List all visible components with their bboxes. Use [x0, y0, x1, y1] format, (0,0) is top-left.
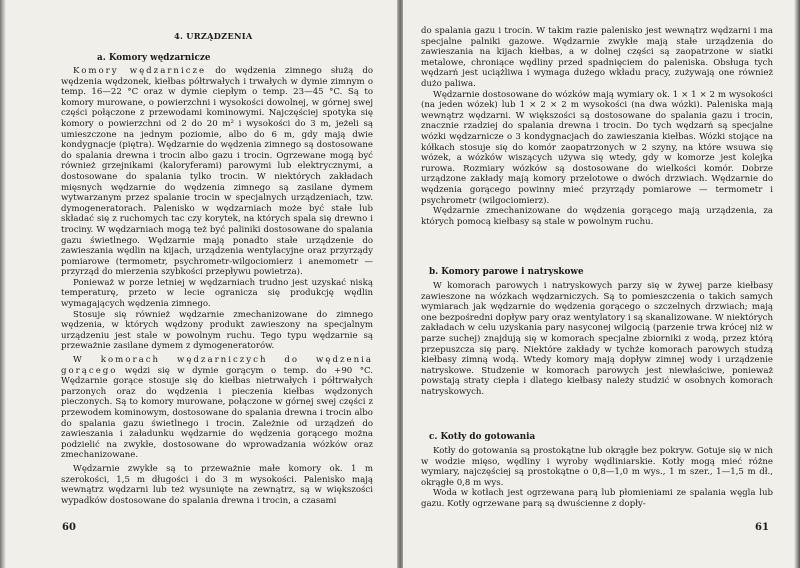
paragraph-text: wędzi się w dymie gorącym o temp. do +90 °C. Wędzarnie gorące stosuje się do kiełbas nietrwałych i półtrwałych parzonych oraz do wędzenia i pieczenia kiełbas wędzonych pieczonych. Są to komory murowane, połączone w górnej swej części z przewodem kominowym, dostosowane do spalania drewna i trocin albo do spalania gazu świetlnego i trocin. Zależnie od urządzeń do zawieszania i załadunku wędzarnie do wędzenia gorącego można podzielić na zwykłe, dostosowane do wprowadzania wózków oraz zmechanizowane. — [61, 365, 373, 461]
page-edge-shadow — [0, 0, 6, 568]
paragraph: Ponieważ w porze letniej w wędzarniach trudno jest uzyskać niską temperaturę, przeto w lecie ogranicza się produkcję wędlin wymagających wędzenia zimnego. — [61, 277, 373, 310]
paragraph — [61, 355, 373, 461]
paragraph: Wędzarnie zmechanizowane do wędzenia gorącego mają urządzenia, za których pomocą kiełbasy są stale w powolnym ruchu. — [421, 206, 773, 227]
paragraph: Wędzarnie dostosowane do wózków mają wymiary ok. 1 × 1 × 2 m wysokości (na jeden wózek) lub 1 × 2 × 2 m wysokości (na dwa wózki). Paleniska mają wewnątrz wędzarni. W większości są dostosowane do spalania gazu i trocin, znacznie rzadziej do spalania drewna i trocin. Do tych wędzarń są specjalne wózki wędzarnicze o 3 kondygnacjach do zawieszania kiełbas. Wózki stojące na kółkach stosuje się do komór zaopatrzonych w 2 szyny, na które wsuwa się wózek, a wózków wiszących używa się wtedy, gdy w komorze jest kolejka rurowa. Rozmiary wózków są dostosowane do wielkości komór. Dobrze urządzone zakłady mają komory przelotowe o dwóch drzwiach. Wędzarnie do wędzenia gorącego powinny mieć przyrządy pomiarowe — termometr i psychrometr (wilgociomierz). — [421, 89, 773, 206]
right-page — [403, 0, 800, 568]
page-number: 61 — [755, 522, 769, 533]
page-number: 60 — [62, 522, 76, 533]
right-body-top — [421, 26, 773, 227]
left-body — [61, 66, 373, 506]
paragraph: W komorach parowych i natryskowych parzy się w żywej parze kiełbasy zawieszone na wózkach wędzarniczych. Są to pomieszczenia o takich samych wymiarach jak wędzarnie do wędzenia gorącego o szczelnych drzwiach; mają one bezpośredni dopływ pary oraz wentylatory i są skanalizowane. W niektórych zakładach w celu uzyskania pary nasyconej wilgocią (parzenie trwa krócej niż w parze suchej) znajdują się w komorach specjalne zbiorniki z wodą, przez którą przepuszcza się parę. Niektóre zakłady w tychże komorach parowych studzą kiełbasy zimną wodą. Wtedy komory mają dopływ zimnej wody i urządzenie natryskowe. Studzenie w komorach parowych jest niewłaściwe, ponieważ powstają straty ciepła i dlatego kiełbasy należy studzić w osobnych komorach natryskowych. — [421, 281, 773, 397]
paragraph-lead: Komory wędzarnicze — [73, 66, 207, 76]
paragraph: do spalania gazu i trocin. W takim razie palenisko jest wewnątrz wędzarni i ma specjalne palniki gazowe. Wędzarnie zwykłe mają stałe urządzenia do zawieszania na kijach kiełbas, a w dolnej części są zaopatrzone w siatki metalowe, chroniące wędliny przed spadnięciem do paleniska. Obsługa tych wędzarń jest uciążliwa i wymaga dużego wkładu pracy, zużywają one również dużo paliwa. — [421, 26, 773, 89]
section-c-heading: c. Kotły do gotowania — [429, 432, 536, 442]
page-edge-shadow — [794, 0, 800, 568]
chapter-title: 4. URZĄDZENIA — [174, 31, 253, 41]
paragraph: Kotły do gotowania są prostokątne lub okrągłe bez pokryw. Gotuje się w nich w wodzie mięso, wędliny i wyroby wędliniarskie. Kotły mogą mieć różne wymiary, najczęściej są prostokątne o 0,8—1,0 m wys., 1 m szer., 1—1,5 m dł., okrągłe 0,8 m wys. — [421, 446, 773, 488]
paragraph — [61, 66, 373, 278]
paragraph-text: do wędzenia zimnego służą do wędzenia wędzonek, kiełbas półtrwałych i trwałych w dymie zimnym o temp. 16—22 °C oraz w dymie ciepłym o temp. 23—45 °C. Są to komory murowane, o powierzchni i wysokości dowolnej, w górnej swej części połączone z przewodami kominowymi. Najczęściej spotyka się komory o powierzchni od 2 do 20 m² i wysokości do 3 m, jeżeli są umieszczone na jednym poziomie, albo do 6 m, gdy mają dwie kondygnacje (piętra). Wędzarnie do wędzenia zimnego są dostosowane do spalania drewna i trocin albo gazu i trocin. Ogrzewane mogą być również grzejnikami (kaloryferami) parowymi lub elektrycznymi, a dostosowane do spalania tylko trocin. W niektórych zakładach mięsnych wędzarnie do wędzenia zimnego są zasilane dymem wytwarzanym przez spalanie trocin w specjalnych urządzeniach, tzw. dymogeneratorach. Palenisko w wędzarniach może być stałe lub składać się z ruchomych tac czy korytek, na których spala się drewno i trociny. W wędzarniach mogą też być paliniki dostosowane do spalania gazu świetlnego. Wędzarnie mają ponadto stałe urządzenie do zawieszania wędlin na kijach, urządzenia wentylacyjne oraz przyrządy pomiarowe (termometr, psychrometr-wilgociomierz i anemometr — przyrząd do mierzenia szybkości przepływu powietrza). — [61, 66, 374, 278]
paragraph: Stosuje się również wędzarnie zmechanizowane do zimnego wędzenia, w których wędzony produkt zawieszony na specjalnym urządzeniu jest stale w powolnym ruchu. Tego typu wędzarnie są przeważnie zasilane dymem z dymogeneratorów. — [61, 309, 373, 352]
left-page — [0, 0, 399, 568]
paragraph-lead: W komorach wędzarniczych do wędzenia gorącego — [61, 355, 373, 376]
right-body-bottom — [421, 446, 773, 510]
right-body-middle — [421, 281, 773, 398]
section-a-heading: a. Komory wędzarnicze — [97, 53, 211, 63]
section-b-heading: b. Komory parowe i natryskowe — [429, 267, 584, 277]
paragraph: Woda w kotłach jest ogrzewana parą lub płomieniami ze spalania węgla lub gazu. Kotły ogrzewane parą są dwuścienne z dopły- — [421, 488, 773, 509]
paragraph: Wędzarnie zwykłe są to przeważnie małe komory ok. 1 m szerokości, 1,5 m długości i do 3 m wysokości. Palenisko mają wewnątrz wędzarni lub też wysunięte na zewnątrz, są w większości wypadków dostosowane do spalania drewna i trocin, a czasami — [61, 463, 373, 506]
